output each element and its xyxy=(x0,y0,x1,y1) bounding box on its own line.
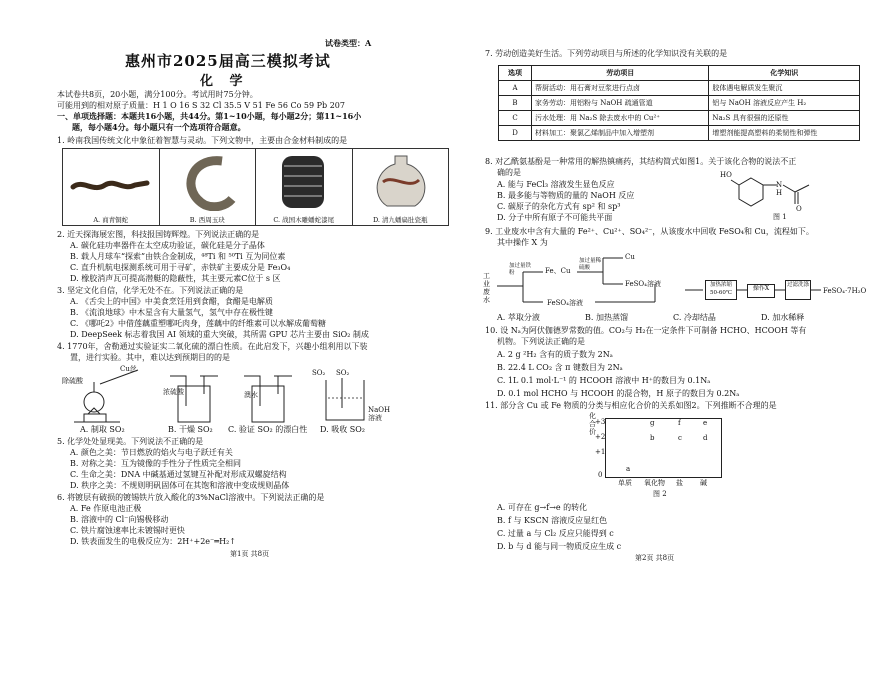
fig2-label: 图 2 xyxy=(653,490,667,498)
intro-line: 一、单项选择题：本题共16小题，共44分。第1~10小题，每小题2分；第11~16小 xyxy=(57,111,362,121)
q1-option-b: B. 西周玉玦 xyxy=(189,216,225,224)
table-cell: 污水处理：用 Na₂S 除去废水中的 Cu²⁺ xyxy=(532,111,709,126)
table-cell: 增塑剂能提高塑料的柔韧性和弹性 xyxy=(709,126,860,141)
apparatus-label: Cu丝 xyxy=(120,365,137,373)
q11-option-a: A. 可存在 g→f→e 的转化 xyxy=(497,503,588,512)
table-header: 化学知识 xyxy=(709,66,860,81)
q4-option-c: C. 验证 SO₂ 的漂白性 xyxy=(228,425,308,434)
q10-option-a: A. 2 g ²H₂ 含有的质子数为 2Nₐ xyxy=(497,350,613,359)
table-cell: 胶体遇电解质发生聚沉 xyxy=(709,81,860,96)
table-cell: Na₂S 具有很强的还原性 xyxy=(709,111,860,126)
apparatus-label: 澳水 xyxy=(244,391,258,399)
flow-node: 加过量稀硫酸 xyxy=(579,258,602,271)
jade-ring-icon xyxy=(160,151,255,211)
subject-title: 化 学 xyxy=(200,74,249,89)
q7-stem: 7. 劳动创造美好生活。下列劳动项目与所述的化学知识没有关联的是 xyxy=(485,49,728,58)
y-tick: 0 xyxy=(598,471,603,479)
q6-stem: 6. 将镀层有破损的镀锡铁片放入酸化的3%NaCl溶液中。下列说法正确的是 xyxy=(57,493,325,502)
y-tick: +3 xyxy=(595,418,606,426)
intro-line: 本试卷共8页，20小题，满分100分。考试用时75分钟。 xyxy=(57,90,258,99)
q5-option-d: D. 秩序之美：不规则明矾固体可在其饱和溶液中变成规则晶体 xyxy=(70,481,290,490)
carved-snake-icon xyxy=(256,150,351,212)
q1-image-row xyxy=(62,148,449,226)
q9-option-a: A. 萃取分液 xyxy=(497,313,540,322)
apparatus-label: SO₂ xyxy=(312,369,326,377)
exam-type: 试卷类型：A xyxy=(325,38,372,48)
intro-line: 可能用到的相对原子质量：H 1 O 16 S 32 Cl 35.5 V 51 Fe 56 Co 59 Pb 207 xyxy=(57,101,345,110)
point-label: b xyxy=(650,434,655,442)
q6-option-c: C. 铁片腐蚀速率比未镀锡时更快 xyxy=(70,526,185,535)
flask-apparatus-icon xyxy=(60,364,150,426)
q8-option-c: C. 碳原子的杂化方式有 sp² 和 sp³ xyxy=(497,202,621,211)
flow-node: FeSO₄溶液 xyxy=(625,280,661,288)
table-row xyxy=(499,81,860,96)
q8-stem: 8. 对乙酰氨基酚是一种常用的解热镇痛药，其结构简式如图1。关于该化合物的说法不正 xyxy=(485,157,797,166)
q4-option-d: D. 吸收 SO₂ xyxy=(320,425,366,434)
struct-atom: HO xyxy=(720,171,732,179)
flow-node: Fe、Cu xyxy=(545,267,571,275)
q1-option-d-image xyxy=(353,149,449,225)
beaker-icon xyxy=(320,378,372,424)
fig1-label: 图 1 xyxy=(773,213,787,221)
intro-line: 题，每小题4分。每小题只有一个选项符合题意。 xyxy=(72,122,246,132)
q11-stem: 11. 部分含 Cu 或 Fe 物质的分类与相应化合价的关系如图2。下列推断不合理的是 xyxy=(485,401,777,410)
q5-option-a: A. 颜色之美：节日燃放的焰火与电子跃迁有关 xyxy=(70,448,233,457)
q11-option-c: C. 过量 a 与 Cl₂ 反应只能得到 c xyxy=(497,529,614,538)
page-footer: 第1页 共8页 xyxy=(230,550,270,558)
flow-box-evaporate: 加热浓缩 50-60℃ xyxy=(705,280,737,300)
q1-option-a-image xyxy=(63,149,160,225)
q8-stem: 确的是 xyxy=(497,168,521,177)
table-cell: 帮厨活动：用石膏对豆浆进行点卤 xyxy=(532,81,709,96)
x-tick: 盐 xyxy=(676,479,683,487)
q1-option-c: C. 战国木雕蟠蛇漆尾 xyxy=(273,216,335,224)
flow-node: 工业废水 xyxy=(483,272,490,304)
table-header: 劳动项目 xyxy=(532,66,709,81)
q5-stem: 5. 化学处处显现美。下列说法不正确的是 xyxy=(57,437,204,446)
q5-option-b: B. 对称之美：互为镜像的手性分子性质完全相同 xyxy=(70,459,241,468)
q2-stem: 2. 近天探海展宏图，科技报国铸辉煌。下列说法正确的是 xyxy=(57,230,260,239)
right-page xyxy=(455,0,870,678)
point-label: d xyxy=(703,434,708,442)
point-label: c xyxy=(678,434,682,442)
q3-option-d: D. DeepSeek 标志着我国 AI 领域的重大突破，其所需 GPU 芯片主要由 SiO₂ 制成 xyxy=(70,330,369,339)
table-cell: 铝与 NaOH 溶液反应产生 H₂ xyxy=(709,96,860,111)
q1-stem: 1. 岭南我国传统文化中象征着智慧与灵动。下列文物中，主要由合金材料制成的是 xyxy=(57,136,348,145)
table-cell: C xyxy=(499,111,532,126)
q6-option-a: A. Fe 作原电池正极 xyxy=(70,504,142,513)
q3-option-c: C. 《哪吒2》中借莲藕重塑哪吒肉身，莲藕中的纤维素可以水解成葡萄糖 xyxy=(70,319,327,328)
q3-option-b: B. 《流浪地球》中木星含有大量氢气，氢气中存在极性键 xyxy=(70,308,273,317)
q3-option-a: A. 《舌尖上的中国》中美食烹饪用到食醋，食醋是电解质 xyxy=(70,297,273,306)
struct-atom: N xyxy=(776,181,783,189)
table-cell: 家务劳动：用铝粉与 NaOH 疏通管道 xyxy=(532,96,709,111)
table-row xyxy=(499,126,860,141)
q4-stem: 置，进行实验。其中，难以达到预期目的的是 xyxy=(70,353,230,362)
table-cell: D xyxy=(499,126,532,141)
q9-option-c: C. 冷却结晶 xyxy=(673,313,716,322)
x-tick: 氧化物 xyxy=(644,479,665,487)
table-header: 选项 xyxy=(499,66,532,81)
flow-node: FeSO₄·7H₂O xyxy=(823,287,867,295)
bronze-snake-icon xyxy=(63,153,158,213)
flow-node: FeSO₄溶液 xyxy=(547,299,583,307)
point-label: f xyxy=(678,419,681,427)
flow-node: Cu xyxy=(625,253,635,261)
flow-node: 加过量铁粉 xyxy=(509,263,532,276)
y-tick: +1 xyxy=(595,448,606,456)
table-cell: B xyxy=(499,96,532,111)
point-label: e xyxy=(703,419,708,427)
q11-option-b: B. f 与 KSCN 溶液反应显红色 xyxy=(497,516,608,525)
q4-option-a: A. 制取 SO₂ xyxy=(80,425,125,434)
y-tick: +2 xyxy=(595,433,606,441)
q10-stem: 机物。下列说法正确的是 xyxy=(497,337,585,346)
q3-stem: 3. 坚定文化自信，化学无处不在。下列说法正确的是 xyxy=(57,286,244,295)
apparatus-label: SO₂ xyxy=(336,369,350,377)
page-footer: 第2页 共8页 xyxy=(635,554,675,562)
table-cell: 材料加工：聚氯乙烯制品中加入增塑剂 xyxy=(532,126,709,141)
apparatus-label: 浓硫酸 xyxy=(163,388,184,396)
q9-stem: 其中操作 X 为 xyxy=(497,238,548,247)
q2-option-a: A. 碳化硅功率器件在太空成功验证，碳化硅是分子晶体 xyxy=(70,241,265,250)
q9-option-d: D. 加水稀释 xyxy=(761,313,805,322)
q2-option-d: D. 橡胶消声瓦可提高潜艇的隐蔽性，其主要元素C位于 s 区 xyxy=(70,274,281,283)
flow-box-operation-x: 操作X xyxy=(747,284,775,298)
q1-option-a: A. 商青铜蛇 xyxy=(93,216,129,224)
struct-atom: O xyxy=(796,205,802,213)
struct-atom: H xyxy=(776,189,783,197)
exam-title: 惠州市2025届高三模拟考试 xyxy=(125,52,331,70)
q1-option-d: D. 清九蟠扁肚瓷瓶 xyxy=(372,216,428,224)
point-label: a xyxy=(626,465,631,473)
q6-option-d: D. 铁表面发生的电极反应为：2H⁺+2e⁻═H₂↑ xyxy=(70,537,236,546)
apparatus-label: 除硫酸 xyxy=(62,377,83,385)
q1-option-c-image xyxy=(256,149,353,225)
q2-option-c: C. 直升机航电探测系统可用于寻矿，赤铁矿主要成分是 Fe₃O₄ xyxy=(70,263,291,272)
q8-option-a: A. 能与 FeCl₃ 溶液发生显色反应 xyxy=(497,180,615,189)
q6-option-b: B. 溶液中的 Cl⁻向锡极移动 xyxy=(70,515,169,524)
q4-stem: 4. 1770年，舍勒通过实验证实二氧化硫的漂白性质。在此启发下，兴趣小组利用以下装 xyxy=(57,342,368,351)
table-row xyxy=(499,96,860,111)
q8-option-d: D. 分子中所有原子不可能共平面 xyxy=(497,213,613,222)
q7-table xyxy=(498,65,860,141)
apparatus-label: NaOH 溶液 xyxy=(368,406,391,422)
fig2-y-label: 化合价 xyxy=(589,412,596,436)
q8-option-b: B. 最多能与等物质的量的 NaOH 反应 xyxy=(497,191,635,200)
q1-option-b-image xyxy=(160,149,257,225)
flow-box-filter: 过滤洗涤 xyxy=(785,280,811,300)
x-tick: 单质 xyxy=(618,479,632,487)
q10-option-b: B. 22.4 L CO₂ 含 π 键数目为 2Nₐ xyxy=(497,363,623,372)
q2-option-b: B. 载人月球车“探索”由铁合金制成，⁴⁸Ti 和 ⁵⁰Ti 互为同位素 xyxy=(70,252,286,261)
point-label: g xyxy=(650,419,655,427)
q10-option-d: D. 0.1 mol HCHO 与 HCOOH 的混合物，H 原子的数目为 0.2Nₐ xyxy=(497,389,740,398)
table-cell: A xyxy=(499,81,532,96)
porcelain-vase-icon xyxy=(353,150,448,212)
x-tick: 碱 xyxy=(700,479,707,487)
table-row xyxy=(499,111,860,126)
q10-option-c: C. 1L 0.1 mol·L⁻¹ 的 HCOOH 溶液中 H⁺的数目为 0.1Nₐ xyxy=(497,376,711,385)
q10-stem: 10. 设 Nₐ为阿伏伽德罗常数的值。CO₂与 H₂在一定条件下可制备 HCHO、HCOOH 等有 xyxy=(485,326,807,335)
q9-option-b: B. 加热蒸馏 xyxy=(585,313,628,322)
q11-option-d: D. b 与 d 能与同一物质反应生成 c xyxy=(497,542,622,551)
q5-option-c: C. 生命之美：DNA 中碱基通过氢键互补配对形成双螺旋结构 xyxy=(70,470,287,479)
q4-option-b: B. 干燥 SO₂ xyxy=(168,425,213,434)
q9-stem: 9. 工业废水中含有大量的 Fe²⁺、Cu²⁺、SO₄²⁻，从该废水中回收 FeSO₄和 Cu，流程如下。 xyxy=(485,227,814,236)
